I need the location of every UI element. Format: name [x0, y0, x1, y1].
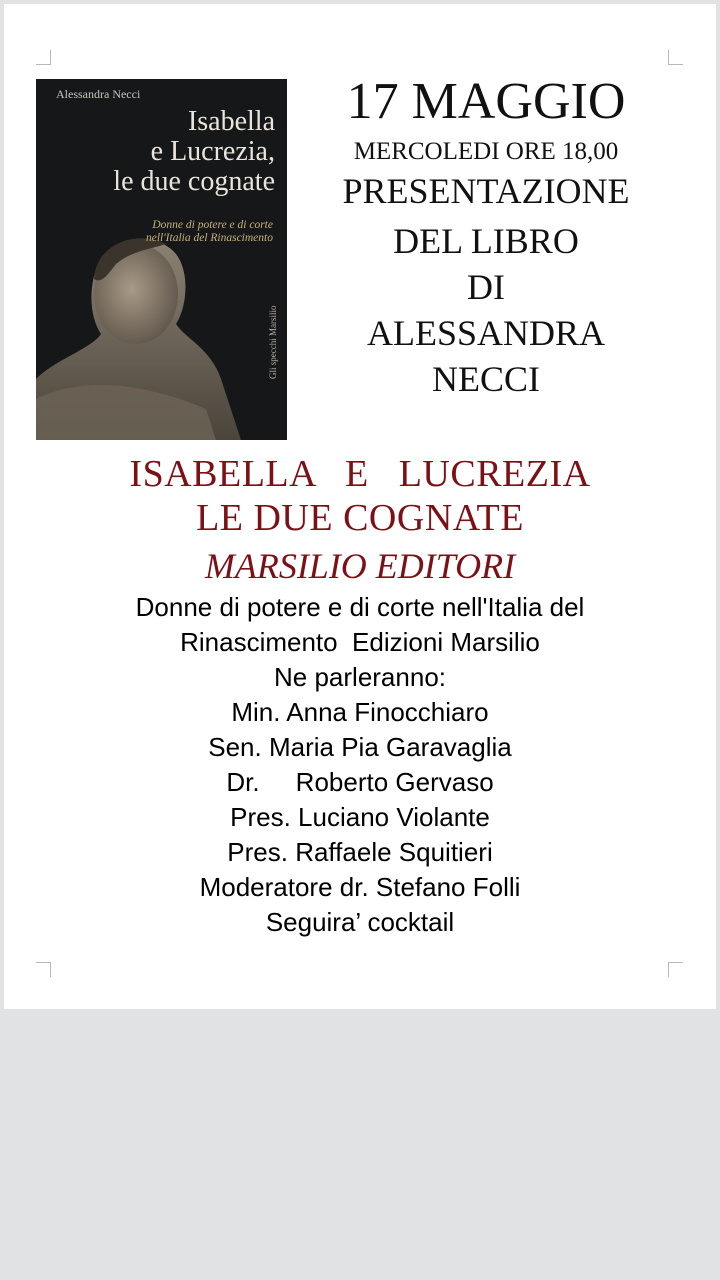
headline-line: NECCI: [432, 359, 540, 399]
book-title: [0, 452, 720, 540]
speaker-line: Sen. Maria Pia Garavaglia: [208, 732, 512, 762]
margin-mark-bottom-right: [668, 962, 683, 977]
speaker-line: Dr. Roberto Gervaso: [226, 767, 494, 797]
book-cover-image: [36, 79, 287, 440]
margin-mark-bottom-left: [36, 962, 51, 977]
headline-line: ALESSANDRA: [366, 313, 606, 353]
details-line: Rinascimento Edizioni Marsilio: [180, 627, 540, 657]
speaker-line: Pres. Raffaele Squitieri: [227, 837, 493, 867]
margin-mark-top-left: [36, 50, 51, 65]
book-title-line: LE DUE COGNATE: [196, 497, 524, 539]
headline-line: PRESENTAZIONE: [342, 171, 630, 211]
cover-title: Isabella e Lucrezia, le due cognate: [113, 106, 275, 197]
moderator-line: Moderatore dr. Stefano Folli: [199, 872, 521, 902]
details-line: Donne di potere e di corte nell'Italia del: [135, 592, 585, 622]
event-weekday-time: MERCOLEDI ORE 18,00: [353, 138, 619, 165]
details-line: Ne parleranno:: [274, 662, 446, 692]
cover-series: Gli specchi Marsilio: [268, 305, 278, 379]
book-title-line: ISABELLA E LUCREZIA: [129, 453, 591, 495]
publisher-name: MARSILIO EDITORI: [204, 546, 516, 586]
cover-subtitle: Donne di potere e di corte nell'Italia del Rinascimento: [145, 219, 273, 244]
cocktail-line: Seguira’ cocktail: [265, 907, 455, 937]
speaker-line: Pres. Luciano Violante: [230, 802, 490, 832]
headline-line: DI: [467, 267, 505, 307]
event-details: [0, 590, 720, 940]
headline-line: DEL LIBRO: [393, 221, 579, 261]
cover-author: Alessandra Necci: [56, 87, 141, 101]
margin-mark-top-right: [668, 50, 683, 65]
speaker-line: Min. Anna Finocchiaro: [231, 697, 489, 727]
event-date: 17 MAGGIO: [346, 73, 626, 130]
